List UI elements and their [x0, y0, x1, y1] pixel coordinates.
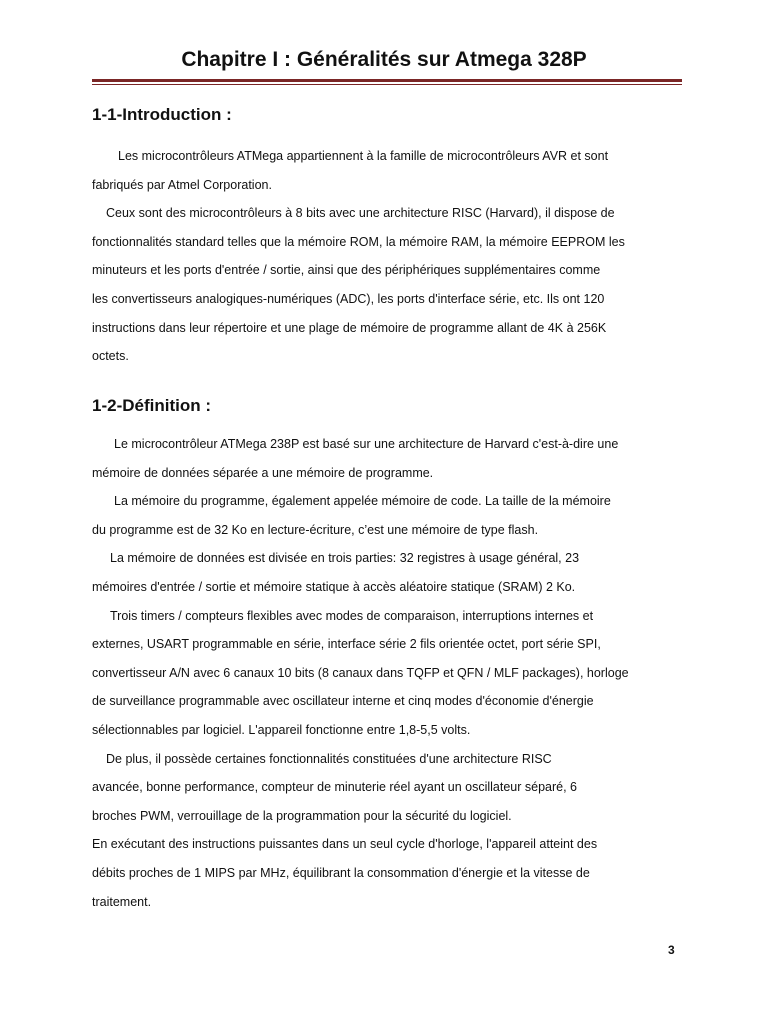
- text-line: De plus, il possède certaines fonctionnalités constituées d'une architecture RISC: [106, 751, 552, 766]
- paragraph-def-2: [92, 487, 688, 544]
- section-body-definition: [92, 430, 688, 916]
- paragraph-def-3: [92, 544, 688, 601]
- paragraph-def-4: [92, 602, 688, 745]
- text-line: Trois timers / compteurs flexibles avec modes de comparaison, interruptions internes et: [110, 608, 594, 623]
- chapter-title: Chapitre I : Généralités sur Atmega 328P: [181, 48, 587, 71]
- paragraph-intro-1: [92, 142, 688, 199]
- text-line: les convertisseurs analogiques-numériques (ADC), les ports d'interface série, etc. Ils ont 120: [92, 291, 605, 306]
- section-heading-definition: 1-2-Définition :: [92, 396, 211, 415]
- text-line: La mémoire du programme, également appelée mémoire de code. La taille de la mémoire: [114, 494, 611, 509]
- text-line: Le microcontrôleur ATMega 238P est basé sur une architecture de Harvard c'est-à-dire une: [114, 437, 619, 451]
- paragraph-def-1: [92, 430, 688, 487]
- paragraph-def-6: [92, 830, 688, 916]
- page-number: 3: [668, 943, 675, 957]
- text-line: En exécutant des instructions puissantes dans un seul cycle d'horloge, l'appareil atteint des: [92, 837, 598, 852]
- text-line: traitement.: [92, 894, 152, 909]
- text-line: convertisseur A/N avec 6 canaux 10 bits (8 canaux dans TQFP et QFN / MLF packages), horloge: [92, 665, 629, 680]
- title-rule-thin: [92, 84, 682, 85]
- text-line: débits proches de 1 MIPS par MHz, équilibrant la consommation d'énergie et la vitesse de: [92, 865, 590, 880]
- title-rule-thick: [92, 79, 682, 82]
- text-line: fabriqués par Atmel Corporation.: [92, 177, 272, 192]
- text-line: sélectionnables par logiciel. L'appareil fonctionne entre 1,8-5,5 volts.: [92, 722, 471, 737]
- text-line: broches PWM, verrouillage de la programmation pour la sécurité du logiciel.: [92, 808, 512, 823]
- paragraph-def-5: [92, 745, 688, 831]
- text-line: minuteurs et les ports d'entrée / sortie, ainsi que des périphériques supplémentaires comme: [92, 263, 601, 278]
- text-line: instructions dans leur répertoire et une plage de mémoire de programme allant de 4K à 256K: [92, 320, 607, 335]
- text-line: externes, USART programmable en série, interface série 2 fils orientée octet, port série SPI,: [92, 637, 601, 652]
- text-line: mémoire de données séparée a une mémoire de programme.: [92, 465, 434, 480]
- section-body-introduction: [92, 142, 688, 371]
- text-line: mémoires d'entrée / sortie et mémoire statique à accès aléatoire statique (SRAM) 2 Ko.: [92, 579, 576, 594]
- text-line: Les microcontrôleurs ATMega appartiennent à la famille de microcontrôleurs AVR et sont: [118, 149, 609, 163]
- text-line: fonctionnalités standard telles que la mémoire ROM, la mémoire RAM, la mémoire EEPROM les: [92, 234, 625, 249]
- text-line: octets.: [92, 349, 129, 364]
- text-line: Ceux sont des microcontrôleurs à 8 bits avec une architecture RISC (Harvard), il dispose de: [106, 206, 615, 221]
- text-line: de surveillance programmable avec oscillateur interne et cinq modes d'économie d'énergie: [92, 694, 594, 709]
- text-line: avancée, bonne performance, compteur de minuterie réel ayant un oscillateur séparé, 6: [92, 780, 578, 795]
- text-line: La mémoire de données est divisée en trois parties: 32 registres à usage général, 23: [110, 551, 580, 566]
- text-line: du programme est de 32 Ko en lecture-écriture, c’est une mémoire de type flash.: [92, 522, 539, 537]
- paragraph-intro-2: [92, 199, 688, 371]
- section-heading-introduction: 1-1-Introduction :: [92, 105, 232, 124]
